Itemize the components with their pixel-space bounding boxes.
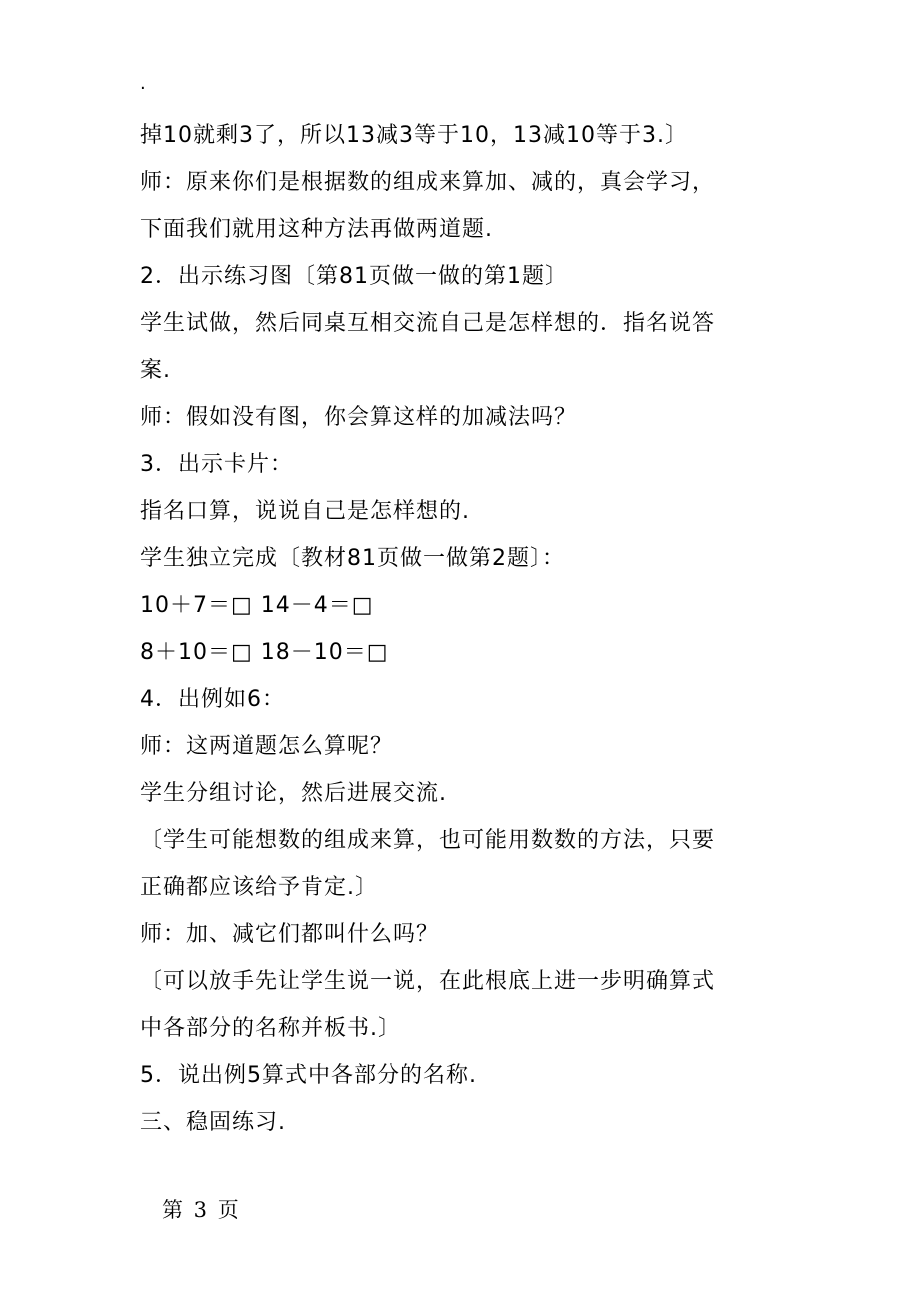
text-line: 案. bbox=[140, 358, 171, 383]
text-line: 指名口算，说说自己是怎样想的. bbox=[140, 499, 470, 524]
text-line: 学生试做，然后同桌互相交流自己是怎样想的．指名说答 bbox=[140, 311, 716, 336]
text-line: 学生分组讨论，然后进展交流. bbox=[140, 781, 447, 806]
text-line: 5．说出例5算式中各部分的名称. bbox=[140, 1063, 477, 1088]
text-line: 〔可以放手先让学生说一说，在此根底上进一步明确算式 bbox=[140, 969, 716, 994]
text-line: 中各部分的名称并板书.〕 bbox=[140, 1016, 401, 1041]
text-line: 4．出例如6： bbox=[140, 687, 285, 712]
text-line: 师：这两道题怎么算呢？ bbox=[140, 734, 394, 759]
page-number: 第 3 页 bbox=[162, 1198, 241, 1222]
header-mark: . bbox=[140, 73, 146, 94]
equation-line: 10＋7＝□ 14－4＝□ bbox=[140, 593, 374, 618]
equation-line: 8＋10＝□ 18－10＝□ bbox=[140, 640, 389, 665]
text-line: 师：假如没有图，你会算这样的加减法吗？ bbox=[140, 405, 578, 430]
text-line: 掉10就剩3了，所以13减3等于10，13减10等于3.〕 bbox=[140, 123, 688, 148]
text-line: 下面我们就用这种方法再做两道题. bbox=[140, 217, 493, 242]
text-line: 〔学生可能想数的组成来算，也可能用数数的方法，只要 bbox=[140, 828, 716, 853]
text-line: 3．出示卡片： bbox=[140, 452, 293, 477]
text-line: 正确都应该给予肯定.〕 bbox=[140, 875, 378, 900]
document-body bbox=[140, 112, 780, 1146]
text-line: 师：加、减它们都叫什么吗？ bbox=[140, 922, 440, 947]
text-line: 2．出示练习图〔第81页做一做的第1题〕 bbox=[140, 264, 568, 289]
section-heading: 三、稳固练习. bbox=[140, 1110, 286, 1135]
text-line: 师：原来你们是根据数的组成来算加、减的，真会学习， bbox=[140, 170, 716, 195]
text-line: 学生独立完成〔教材81页做一做第2题〕： bbox=[140, 546, 565, 571]
